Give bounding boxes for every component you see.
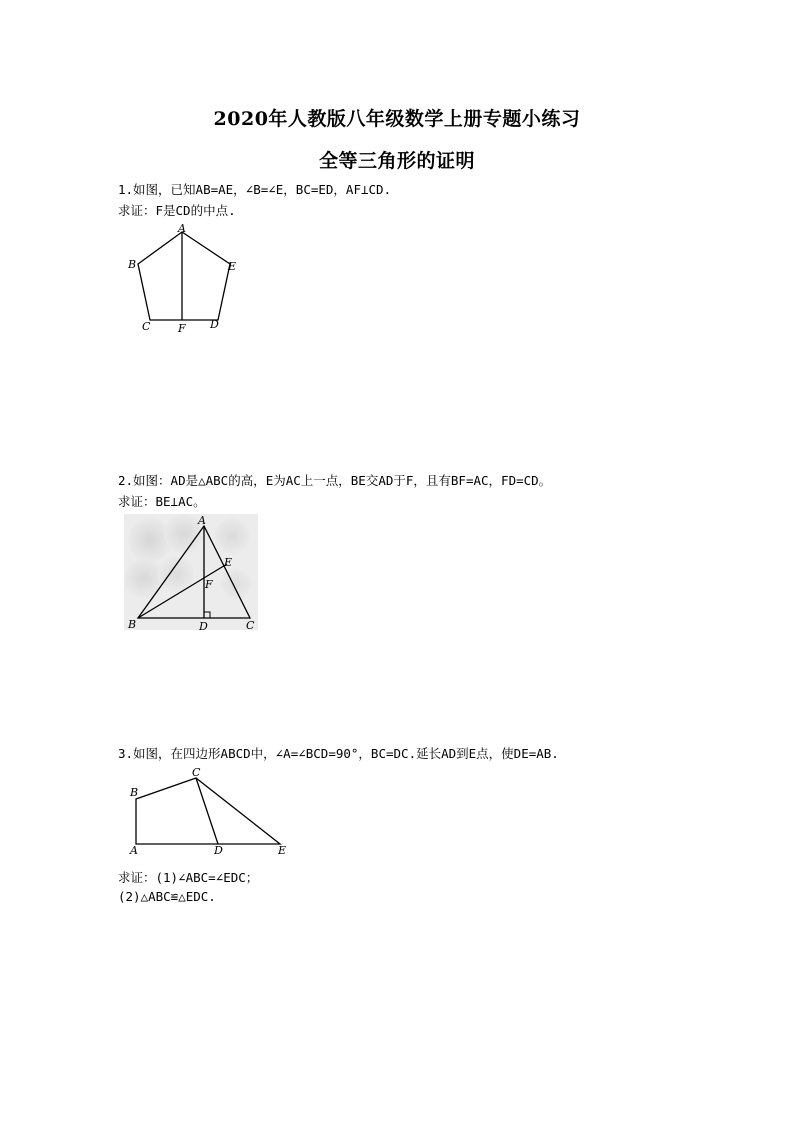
problem-3-prove-1: 求证：(1)∠ABC=∠EDC；	[118, 870, 259, 885]
problem-1-statement: 1.如图，已知AB=AE，∠B=∠E，BC=ED，AF⊥CD.	[118, 182, 392, 197]
pentagon-outline	[138, 232, 230, 320]
label-f: F	[205, 578, 213, 591]
problem-3-figure-quadrilateral	[126, 764, 296, 858]
label-b: B	[128, 618, 137, 631]
label-e: E	[228, 260, 237, 273]
label-f: F	[178, 322, 186, 335]
label-e: E	[224, 556, 233, 569]
page-title: 2020年人教版八年级数学上册专题小练习	[213, 108, 581, 130]
label-c: C	[142, 320, 151, 333]
label-b: B	[130, 786, 139, 799]
problem-2-figure-triangle	[124, 514, 258, 634]
problem-1-figure-pentagon	[120, 222, 250, 337]
page-subtitle: 全等三角形的证明	[318, 150, 475, 172]
polygon-abce	[136, 778, 280, 844]
label-d: D	[199, 620, 208, 633]
label-d: D	[214, 844, 223, 857]
segment-cd	[196, 778, 218, 844]
label-a: A	[130, 844, 138, 857]
problem-2-prove: 求证：BE⊥AC。	[118, 494, 206, 509]
label-e: E	[278, 844, 287, 857]
problem-3-statement: 3.如图，在四边形ABCD中，∠A=∠BCD=90°，BC=DC.延长AD到E点，使DE=AB.	[118, 746, 559, 761]
label-b: B	[128, 258, 137, 271]
problem-1-prove: 求证：F是CD的中点.	[118, 203, 236, 218]
problem-3-prove-2: (2)△ABC≌△EDC.	[118, 889, 216, 904]
label-a: A	[178, 222, 186, 235]
label-d: D	[210, 318, 219, 331]
label-a: A	[198, 514, 206, 527]
label-c: C	[246, 619, 255, 632]
problem-2-statement: 2.如图：AD是△ABC的高，E为AC上一点，BE交AD于F，且有BF=AC，FD=CD。	[118, 473, 552, 488]
label-c: C	[192, 766, 201, 779]
